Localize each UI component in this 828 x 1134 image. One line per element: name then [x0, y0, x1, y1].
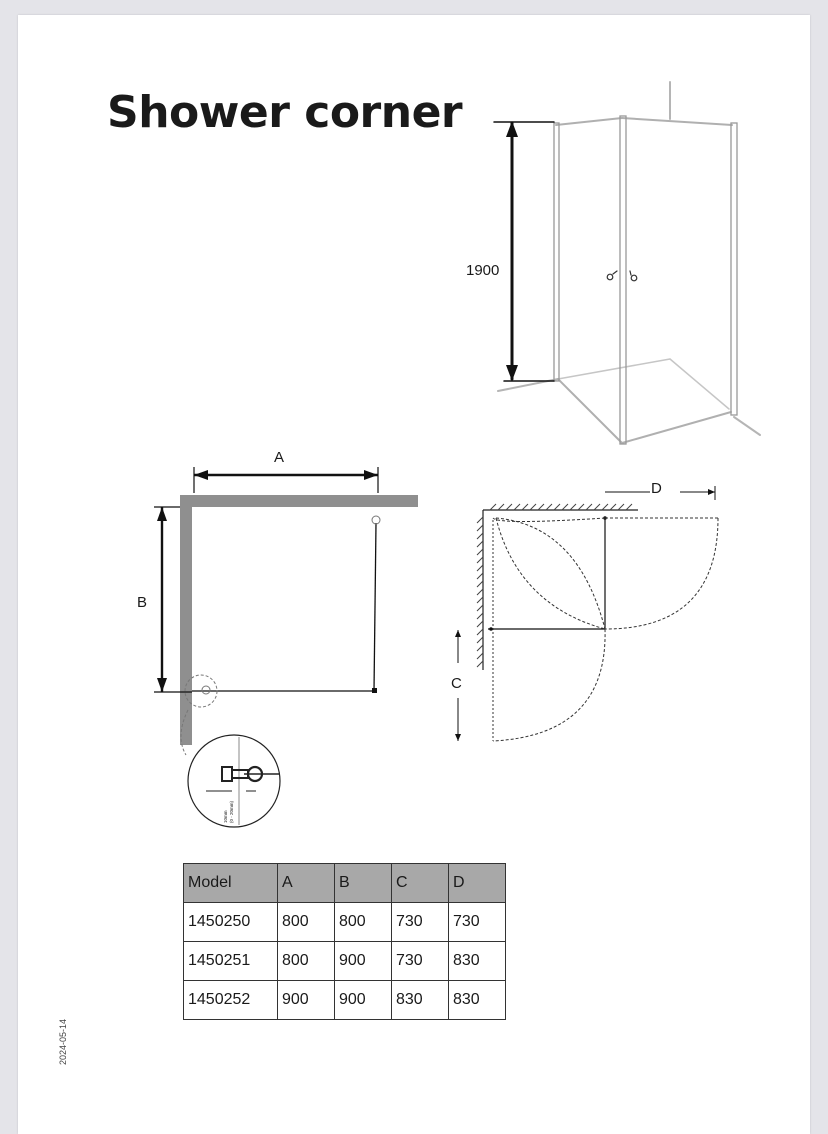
- header-b: B: [335, 864, 392, 903]
- table-row: [184, 903, 506, 942]
- door-swing-drawing: [451, 480, 718, 741]
- cell-d: 830: [449, 942, 506, 981]
- table-row: [184, 981, 506, 1020]
- model-dimensions-table: [183, 863, 506, 1020]
- cell-b: 900: [335, 981, 392, 1020]
- plan-view-drawing: [137, 449, 418, 755]
- cell-model: 1450250: [184, 903, 278, 942]
- cell-model: 1450251: [184, 942, 278, 981]
- document-page: [18, 15, 810, 1134]
- cell-c: 730: [392, 903, 449, 942]
- cell-c: 730: [392, 942, 449, 981]
- cell-c: 830: [392, 981, 449, 1020]
- dimension-a-label: A: [274, 449, 285, 466]
- cell-a: 800: [278, 942, 335, 981]
- print-date: 2024-05-14: [58, 1018, 68, 1065]
- shower-3d-drawing: [466, 82, 760, 444]
- header-a: A: [278, 864, 335, 903]
- page-title: Shower corner: [107, 87, 463, 138]
- cell-d: 730: [449, 903, 506, 942]
- detail-label-1: 10mm: [223, 810, 228, 823]
- cell-model: 1450252: [184, 981, 278, 1020]
- dimension-d-label: D: [651, 480, 662, 497]
- dimension-b-label: B: [137, 594, 148, 611]
- detail-magnifier: [188, 735, 280, 827]
- detail-label-2: (0 - 20mm): [229, 800, 234, 823]
- header-d: D: [449, 864, 506, 903]
- table-row: [184, 942, 506, 981]
- cell-d: 830: [449, 981, 506, 1020]
- cell-a: 800: [278, 903, 335, 942]
- dimension-c-label: C: [451, 675, 462, 692]
- cell-a: 900: [278, 981, 335, 1020]
- cell-b: 800: [335, 903, 392, 942]
- cell-b: 900: [335, 942, 392, 981]
- header-c: C: [392, 864, 449, 903]
- height-label: 1900: [466, 262, 500, 279]
- table-header-row: [184, 864, 506, 903]
- header-model: Model: [184, 864, 278, 903]
